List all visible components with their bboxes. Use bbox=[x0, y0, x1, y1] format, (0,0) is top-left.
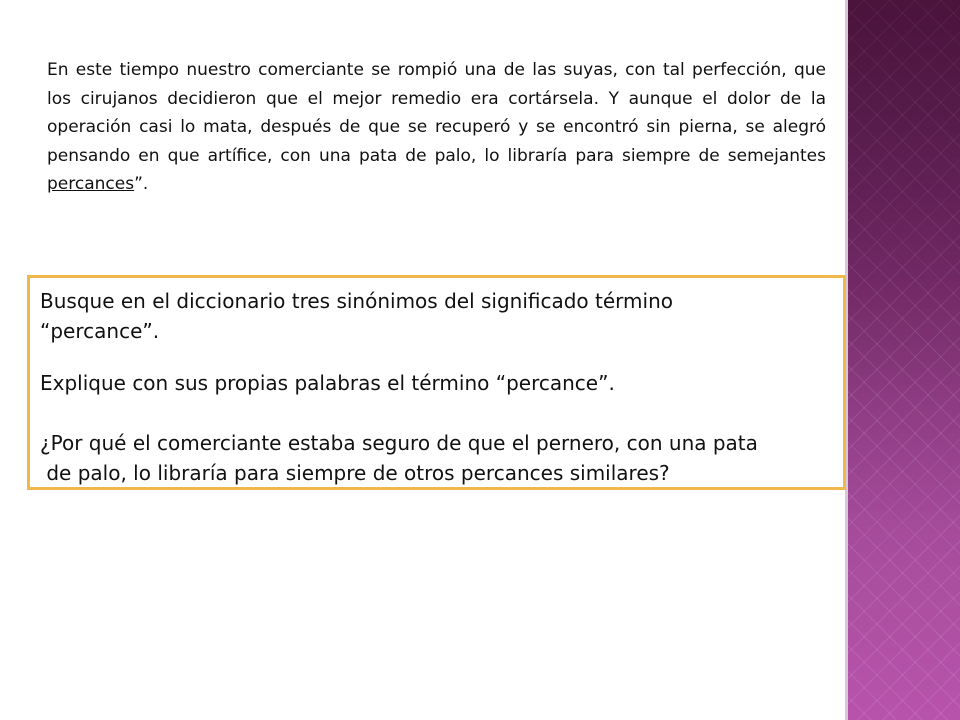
questions-box bbox=[27, 275, 846, 490]
question-explain-term: Explique con sus propias palabras el término “percance”. bbox=[40, 371, 615, 395]
question-synonyms: Busque en el diccionario tres sinónimos del significado término “percance”. bbox=[40, 289, 673, 343]
passage-text: En este tiempo nuestro comerciante se rompió una de las suyas, con tal perfección, que los cirujanos decidieron que el mejor remedio era cortársela. Y aunque el dolor de la operación casi lo mata, después de que se recuperó y se encontró sin pierna, se alegró pensando en que artífice, con una pata de palo, lo libraría para siempre de semejantes bbox=[47, 60, 826, 166]
story-passage bbox=[47, 56, 826, 199]
passage-end: ”. bbox=[134, 174, 149, 195]
decorative-sidebar bbox=[845, 0, 960, 720]
underlined-word-percances: percances bbox=[47, 174, 135, 195]
question-why-merchant: ¿Por qué el comerciante estaba seguro de que el pernero, con una pata de palo, lo libraría para siempre de otros percances similares? bbox=[40, 431, 758, 485]
